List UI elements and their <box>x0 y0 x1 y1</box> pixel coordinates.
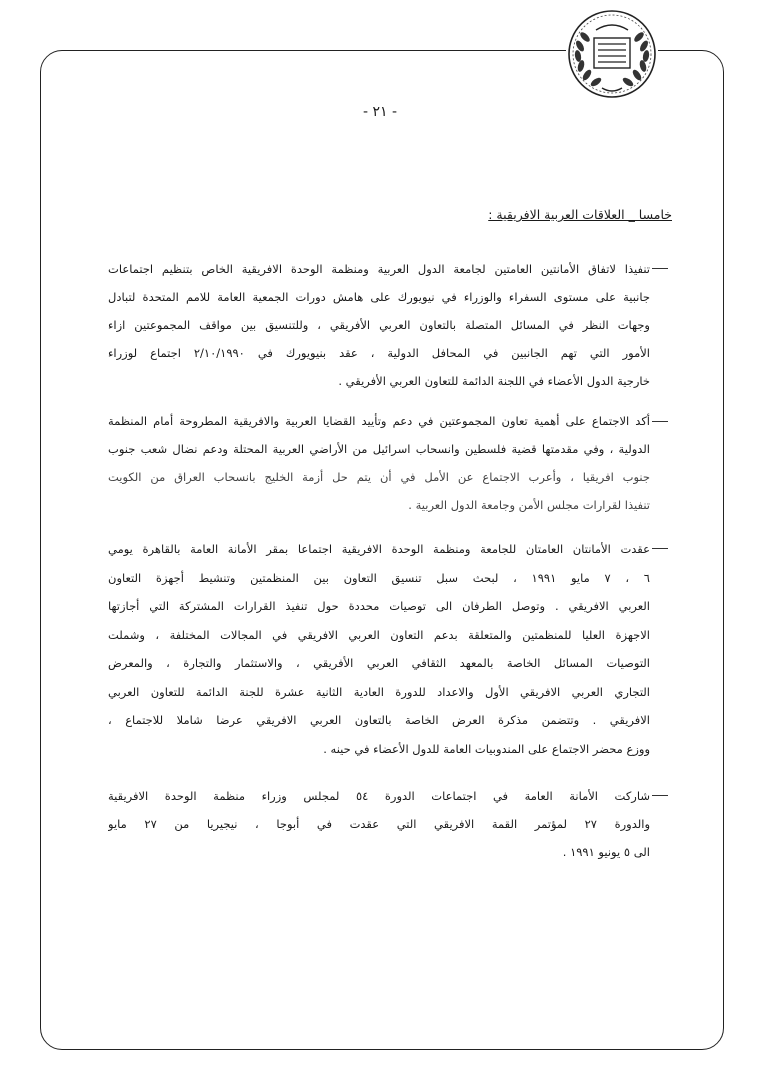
paragraph-line: تنفيذا لاتفاق الأمانتين العامتين لجامعة الدول العربية ومنظمة الوحدة الافريقية الخاص بتنظيم اجتماعات <box>108 262 650 276</box>
paragraph <box>108 785 650 869</box>
paragraph <box>108 258 650 398</box>
section-heading: خامسا _ العلاقات العربية الافريقية : <box>488 207 672 222</box>
paragraph-line: ووزع محضر الاجتماع على المندوبيات العامة للدول الأعضاء في حينه . <box>323 741 650 756</box>
paragraph-line: خارجية الدول الأعضاء في اللجنة الدائمة للتعاون العربي الأفريقي . <box>338 374 650 388</box>
paragraph-line: وجهات النظر في المسائل المتصلة بالتعاون العربي الأفريقي ، وللتنسيق بين مواقف المجموعتين ازاء <box>108 318 650 332</box>
paragraph-line: شاركت الأمانة العامة في اجتماعات الدورة ٥٤ لمجلس وزراء منظمة الوحدة الافريقية <box>108 789 650 803</box>
paragraph-line: التوصيات المسائل الخاصة بالمعهد الثقافي العربي الأفريقي ، والاستثمار والتجارة ، والمعرض <box>108 656 650 670</box>
paragraph-line: أكد الاجتماع على أهمية تعاون المجموعتين في دعم وتأييد القضايا العربية والافريقية المطروحة أمام المنظمة <box>108 414 650 428</box>
paragraph-line: التجاري العربي الافريقي الأول والاعداد للدورة العادية الثانية عشرة للجنة الدائمة للتعاون العربي <box>108 684 650 699</box>
paragraph-line: جنوب افريقيا ، وأعرب الاجتماع عن الأمل في أن يتم حل أزمة الخليج بانسحاب العراق من الكويت <box>108 470 650 484</box>
paragraph-dash-marker <box>652 795 668 796</box>
paragraph-line: تنفيذا لقرارات مجلس الأمن وجامعة الدول العربية . <box>408 498 650 512</box>
paragraph-line: الافريقي . وتتضمن مذكرة العرض الخاصة بالتعاون العربي الافريقي عرضا شاملا للاجتماع ، <box>108 713 650 727</box>
arab-league-emblem-icon <box>566 8 658 100</box>
paragraph-line: الأمور التي تهم الجانبين في المحافل الدولية ، عقد بنيويورك في ٢/١٠/١٩٩٠ اجتماع لوزراء <box>108 346 650 360</box>
page-number: - ٢١ - <box>362 104 398 120</box>
paragraph-dash-marker <box>652 268 668 269</box>
paragraph-line: ٦ ، ٧ مايو ١٩٩١ ، لبحث سبل تنسيق التعاون بين المنظمتين وتنشيط أجهزة التعاون <box>108 570 650 585</box>
paragraph-line: الى ٥ يونيو ١٩٩١ . <box>562 845 650 859</box>
paragraph-line: الاجهزة العليا للمنظمتين والمتعلقة بدعم التعاون العربي الافريقي في المجالات المختلفة ، وشملت <box>108 627 650 642</box>
paragraph <box>108 410 650 522</box>
paragraph-line: الدولية ، وفي مقدمتها قضية فلسطين وانسحاب اسرائيل من الأراضي العربية المحتلة ودعم نضال شعب جنوب <box>108 442 650 456</box>
paragraph-line: عقدت الأمانتان العامتان للجامعة ومنظمة الوحدة الافريقية اجتماعا بمقر الأمانة العامة بالقاهرة يومي <box>108 542 650 556</box>
paragraph <box>108 538 650 766</box>
paragraph-line: العربي الافريقي . وتوصل الطرفان الى توصيات محددة حول تنفيذ القرارات المشتركة التي أجازتها <box>108 599 650 613</box>
paragraph-dash-marker <box>652 421 668 422</box>
paragraph-dash-marker <box>652 548 668 549</box>
paragraph-line: جانبية على مستوى السفراء والوزراء في نيويورك على هامش دورات الجمعية العامة للامم المتحدة لتبادل <box>108 290 650 304</box>
paragraph-line: والدورة ٢٧ لمؤتمر القمة الافريقي التي عقدت في أبوجا ، نيجيريا من ٢٧ مايو <box>108 817 650 831</box>
